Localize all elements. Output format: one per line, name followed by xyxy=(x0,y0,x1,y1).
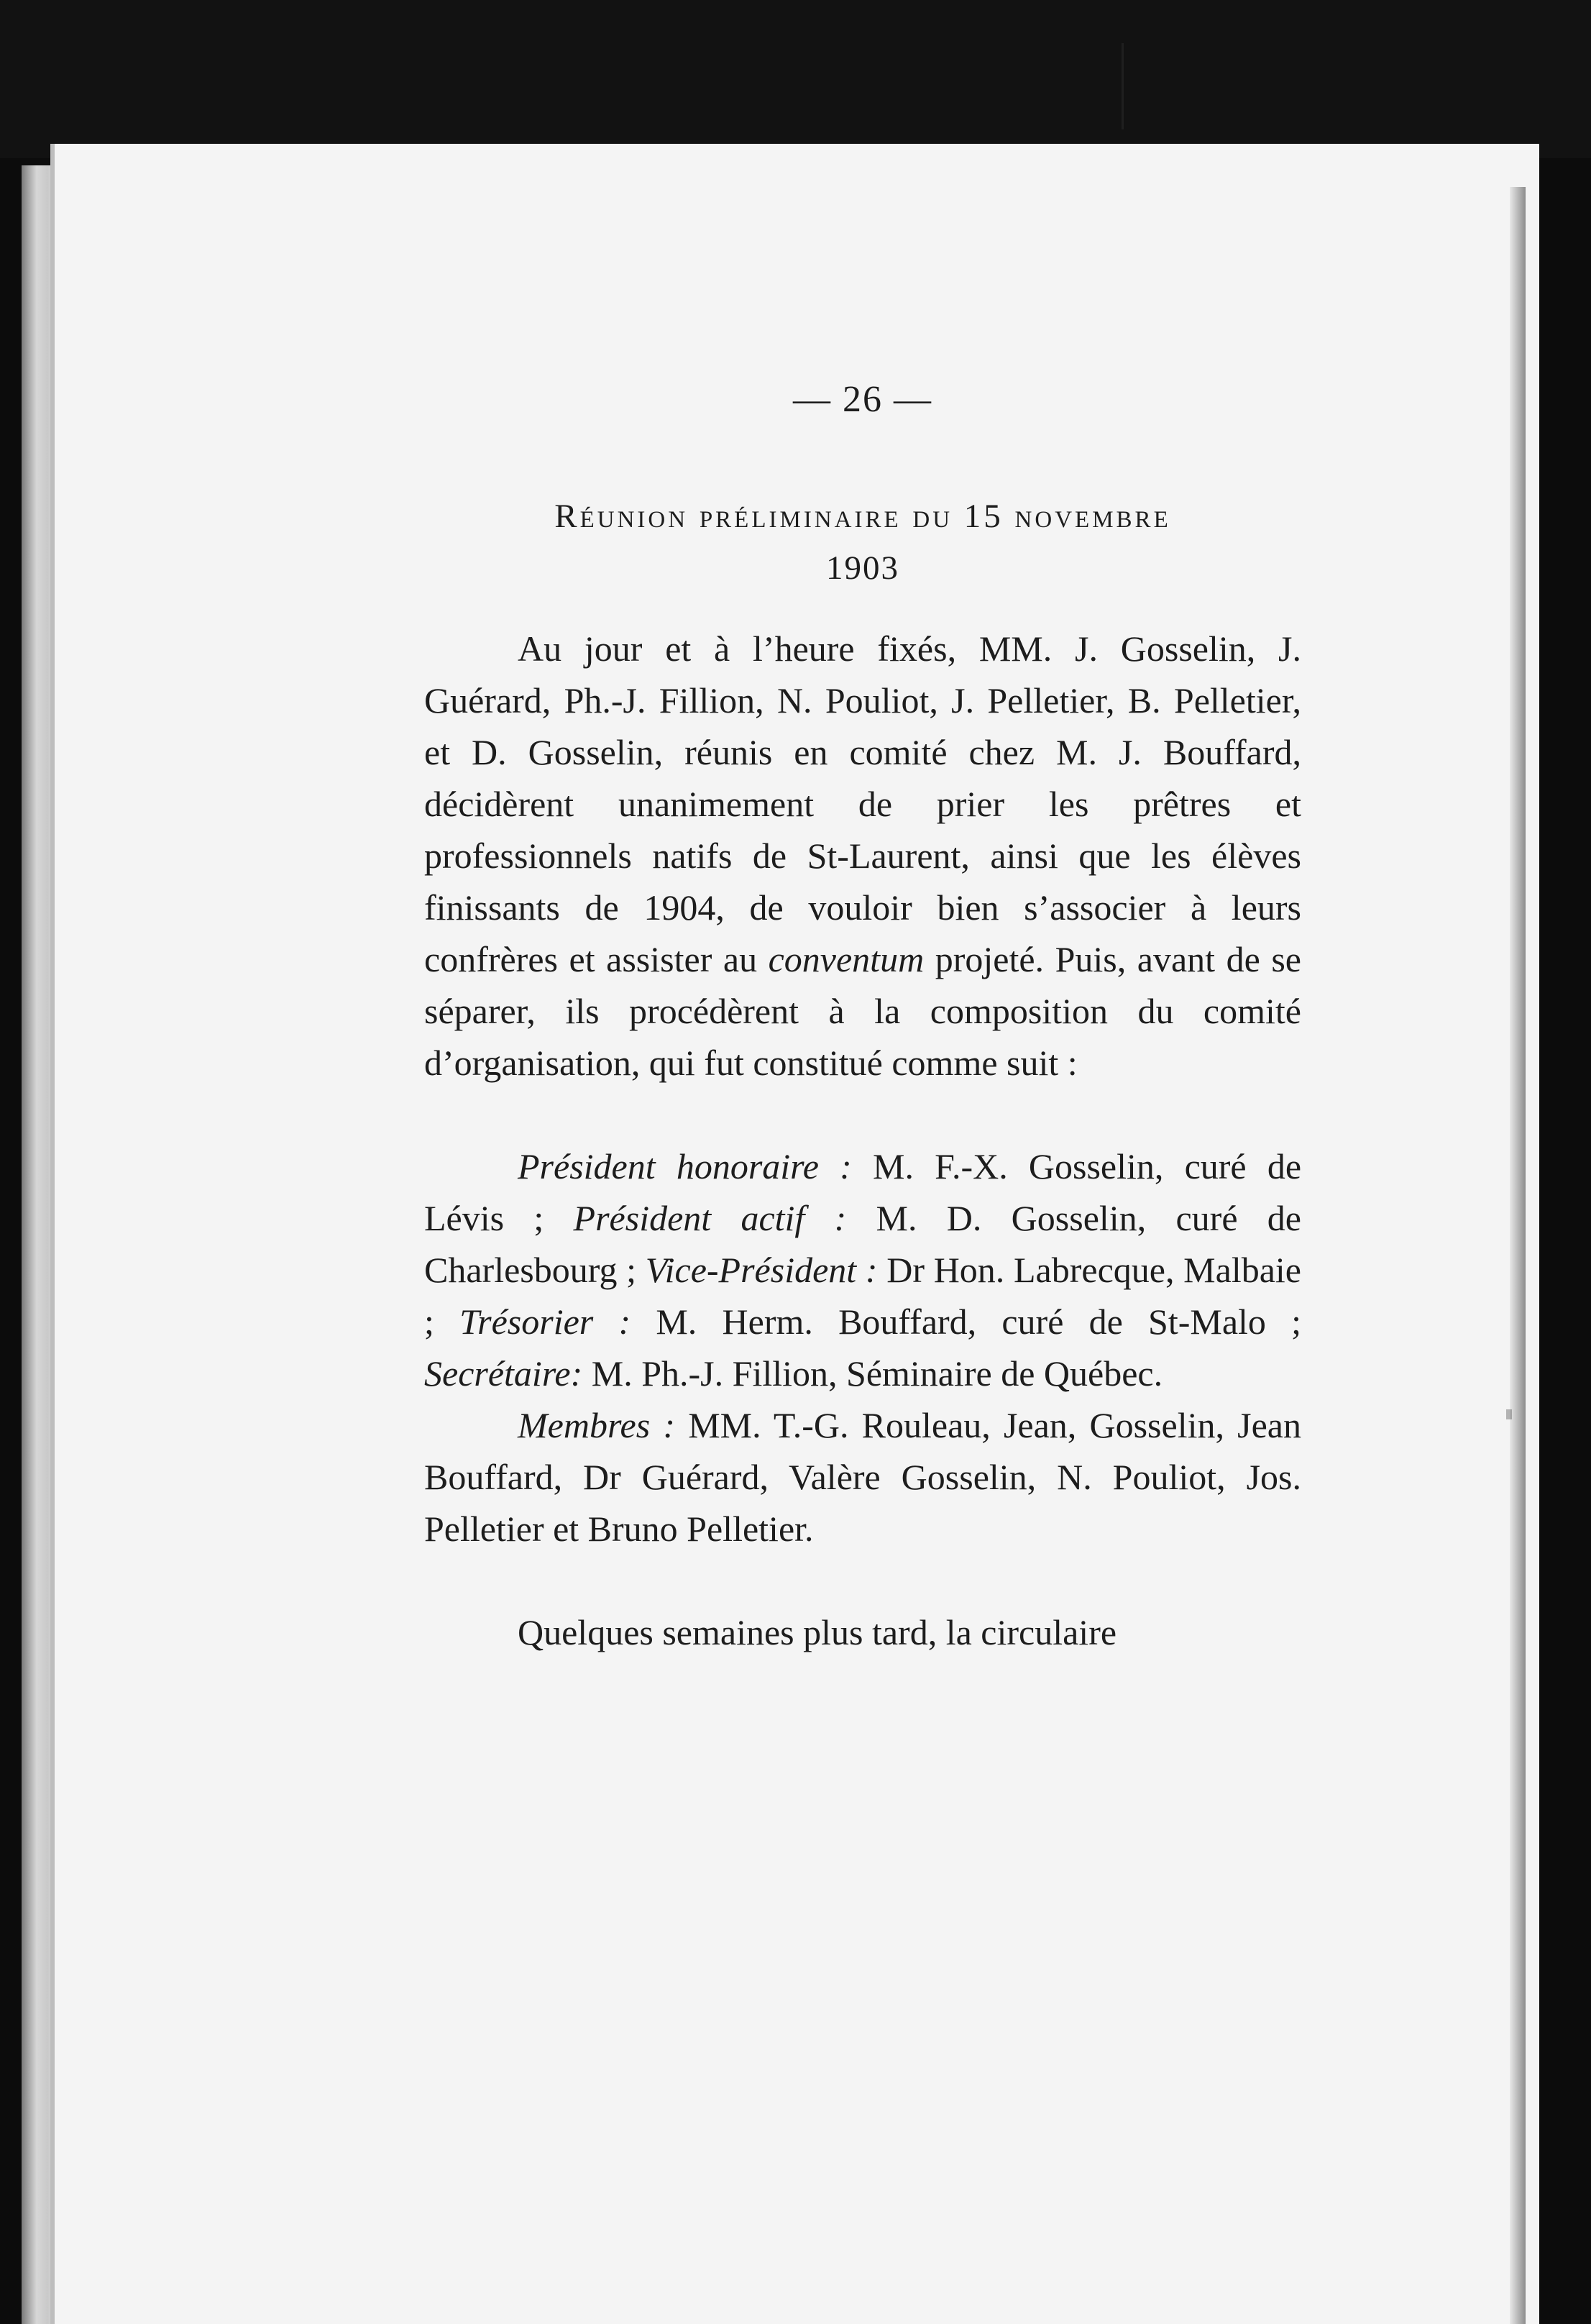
honorary-president: M. F.-X. Gosselin, curé de Lévis ; xyxy=(424,1146,1302,1238)
page-number: — 26 — xyxy=(793,379,932,420)
film-speck xyxy=(1506,1409,1512,1419)
paragraph-committee xyxy=(424,1140,1301,1399)
section-heading xyxy=(424,490,1301,594)
page-right-edge xyxy=(1510,187,1526,2324)
secretary: M. Ph.-J. Fillion, Séminaire de Québec. xyxy=(582,1353,1163,1394)
section-heading-year: 1903 xyxy=(826,549,899,587)
conventum-term: conventum xyxy=(768,939,925,979)
paragraph-meeting-end: projeté. Puis, avant de se séparer, ils procédèrent à la composition du comité d’organisation, qui fut constitué comme suit : xyxy=(424,939,1301,1083)
honorary-president-label: Président honoraire : xyxy=(518,1146,852,1186)
secretary-label: Secrétaire: xyxy=(424,1353,583,1394)
active-president: M. D. Gosselin, curé de Charlesbourg ; xyxy=(424,1198,1301,1290)
vice-president: Dr Hon. Labrecque, Malbaie ; xyxy=(424,1250,1301,1342)
film-scratch xyxy=(1122,43,1124,129)
members-list: MM. T.-G. Rouleau, Jean, Gosselin, Jean Bouffard, Dr Guérard, Valère Gosselin, N. Pouliot, Jos. Pelletier et Bruno Pelletier. xyxy=(424,1405,1301,1549)
paragraph-meeting xyxy=(424,623,1301,1089)
section-heading-title: Réunion préliminaire du 15 novembre xyxy=(554,498,1171,535)
paragraph-closing: Quelques semaines plus tard, la circulaire xyxy=(518,1612,1117,1652)
page-text xyxy=(424,381,1301,1658)
members-label: Membres : xyxy=(518,1405,676,1445)
treasurer: M. Herm. Bouffard, curé de St-Malo ; xyxy=(631,1301,1302,1342)
paragraph-meeting-text: Au jour et à l’heure fixés, MM. J. Gosselin, J. Guérard, Ph.-J. Fillion, N. Pouliot, J. Pelletier, B. Pelletier, et D. Gosselin, réunis en comité chez M. J. Bouffard, décidèrent unanimement de prier les prêtres et professionnels natifs de St-Laurent, ainsi que les élèves finissants de 1904, de vouloir bien s’associer à leurs confrères et assister au xyxy=(424,628,1301,979)
scan-top-strip xyxy=(0,0,1591,158)
paragraph-members xyxy=(424,1399,1301,1555)
treasurer-label: Trésorier : xyxy=(459,1301,631,1342)
active-president-label: Président actif : xyxy=(573,1198,847,1238)
vice-president-label: Vice-Président : xyxy=(645,1250,878,1290)
